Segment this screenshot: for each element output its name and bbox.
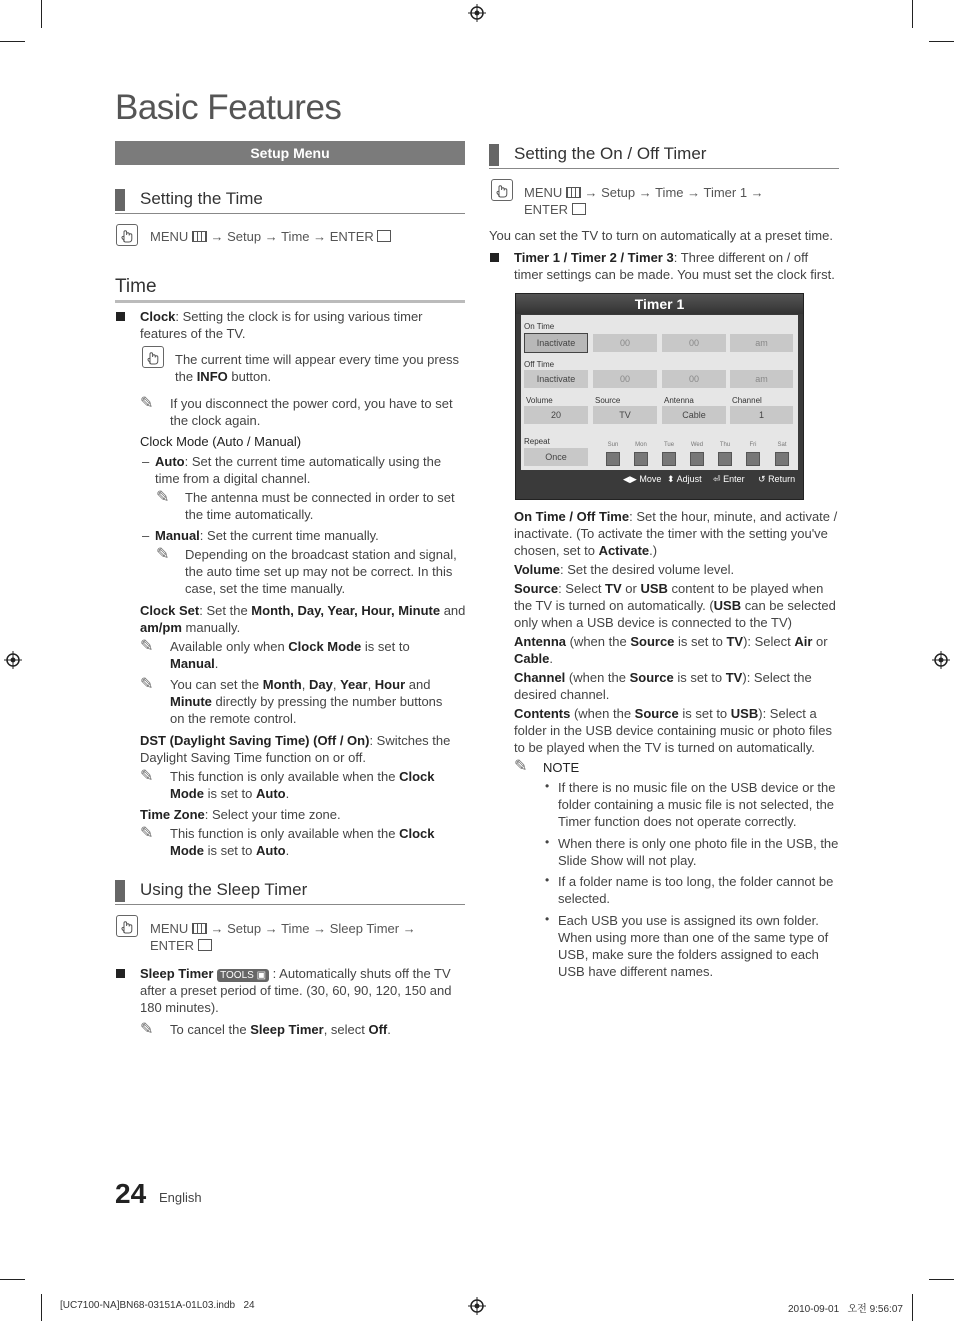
bullet-dot: • (545, 912, 550, 926)
bullet-square (490, 253, 499, 262)
on-time-activate-field[interactable]: Inactivate (524, 333, 588, 353)
on-time-ampm-field[interactable]: am (730, 334, 793, 352)
menu-icon (192, 923, 207, 934)
remote-hand-icon (116, 915, 138, 937)
crop-mark (0, 1279, 25, 1280)
enter-icon (377, 230, 391, 242)
note-label: NOTE (543, 760, 580, 775)
enter-icon (198, 939, 212, 951)
volume-label: Volume (526, 396, 553, 405)
off-time-label: Off Time (524, 360, 555, 369)
osd-footer-adjust: ⬍ Adjust (667, 474, 702, 484)
day-checkbox-tue[interactable] (662, 452, 676, 466)
menu-path: MENU → Setup → Time → Timer 1 → ENTER (524, 185, 764, 217)
menu-icon (566, 187, 581, 198)
off-time-activate-field[interactable]: Inactivate (524, 370, 588, 388)
note-pencil-icon: ✎ (140, 395, 154, 412)
note-current-time: The current time will appear every time you press the INFO button. (175, 352, 459, 384)
enter-icon: ⏎ (713, 474, 721, 484)
time-heading: Time (115, 276, 465, 303)
auto-paragraph: Auto: Set the current time automatically using the time from a digital channel. (155, 454, 442, 486)
day-label: Fri (749, 442, 757, 448)
volume-paragraph: Volume: Set the desired volume level. (514, 562, 735, 577)
day-checkbox-mon[interactable] (634, 452, 648, 466)
antenna-label: Antenna (664, 396, 694, 405)
remote-hand-icon (491, 179, 513, 201)
bullet-square (116, 969, 125, 978)
note-pencil-icon: ✎ (140, 1021, 154, 1038)
tools-badge: TOOLS ▣ (217, 969, 269, 982)
note-antenna: The antenna must be connected in order to set the time automatically. (185, 490, 455, 522)
timer-osd (515, 293, 804, 500)
repeat-label: Repeat (524, 437, 550, 446)
channel-field[interactable]: 1 (730, 406, 793, 424)
day-checkbox-wed[interactable] (690, 452, 704, 466)
source-paragraph: Source: Select TV or USB content to be played when the TV is turned on automatically. (USB can be selected only when a USB device is connected to the TV) (514, 581, 836, 630)
osd-footer-return: ↺ Return (758, 474, 796, 484)
dst-paragraph: DST (Daylight Saving Time) (Off / On): Switches the Daylight Saving Time function on or off. (140, 733, 451, 765)
page-title: Basic Features (115, 88, 342, 127)
clock-set-paragraph: Clock Set: Set the Month, Day, Year, Hour, Minute and am/pm manually. (140, 603, 466, 635)
manual-paragraph: Manual: Set the current time manually. (155, 528, 379, 543)
day-checkbox-fri[interactable] (746, 452, 760, 466)
note-item: When there is only one photo file in the USB, the Slide Show will not play. (558, 836, 839, 868)
off-time-ampm-field[interactable]: am (730, 370, 793, 388)
day-label: Sun (607, 442, 619, 448)
bullet-square (116, 312, 125, 321)
day-checkbox-sun[interactable] (606, 452, 620, 466)
osd-footer-move: ◀▶ Move (623, 474, 662, 484)
repeat-field[interactable]: Once (524, 448, 588, 466)
note-pencil-icon: ✎ (140, 676, 154, 693)
footer-file-info: [UC7100-NA]BN68-03151A-01L03.indb 24 (60, 1300, 255, 1311)
off-time-minute-field[interactable]: 00 (662, 370, 726, 388)
crop-mark (912, 1294, 913, 1321)
menu-path: MENU → Setup → Time → Sleep Timer → ENTER (150, 921, 416, 953)
contents-paragraph: Contents (when the Source is set to USB): Select a folder in the USB device containing music or photo files to be played when the TV is turned on automatically. (514, 706, 832, 755)
page-language: English (159, 1190, 202, 1205)
source-label: Source (595, 396, 621, 405)
note-available: Available only when Clock Mode is set to Manual. (170, 639, 410, 671)
crop-mark (41, 0, 42, 28)
page-number: 24 (115, 1178, 147, 1209)
enter-icon (572, 203, 586, 215)
note-item: If a folder name is too long, the folder cannot be selected. (558, 874, 834, 906)
on-time-minute-field[interactable]: 00 (662, 334, 726, 352)
remote-hand-icon (142, 346, 164, 368)
crop-mark (912, 0, 913, 28)
note-pencil-icon: ✎ (140, 638, 154, 655)
on-off-time-paragraph: On Time / Off Time: Set the hour, minute, and activate / inactivate. (To activate the timer with the setting you've chosen, set to Activate.) (514, 509, 838, 558)
clock-mode-title: Clock Mode (Auto / Manual) (140, 434, 302, 449)
osd-footer-enter: ⏎ Enter (713, 474, 745, 484)
move-icon: ◀▶ (623, 474, 637, 484)
source-field[interactable]: TV (593, 406, 657, 424)
adjust-icon: ⬍ (667, 474, 675, 484)
day-label: Tue (663, 442, 675, 448)
crop-mark (929, 1279, 954, 1280)
footer-date: 2010-09-01 오전 9:56:07 (788, 1304, 903, 1315)
note-disconnect: If you disconnect the power cord, you have to set the clock again. (170, 396, 453, 428)
menu-icon (192, 231, 207, 242)
remote-hand-icon (116, 224, 138, 246)
note-item: If there is no music file on the USB device or the folder containing a music file is not selected, the Timer function does not operate correctly. (558, 780, 836, 829)
bullet-dot: • (545, 779, 550, 793)
note-dst: This function is only available when the Clock Mode is set to Auto. (170, 769, 435, 801)
sleep-timer-paragraph: Sleep Timer TOOLS ▣ : Automatically shuts off the TV after a preset period of time. (30, 60, 90, 120, 150 and 180 minutes). (140, 966, 452, 1015)
crop-mark (41, 1294, 42, 1321)
note-item: Each USB you use is assigned its own folder. When using more than one of the same type of USB, make sure the folders assigned to each USB have different names. (558, 913, 829, 979)
antenna-field[interactable]: Cable (662, 406, 726, 424)
on-time-label: On Time (524, 322, 555, 331)
section-heading-sleep-timer: Using the Sleep Timer (115, 878, 465, 905)
day-label: Mon (635, 442, 647, 448)
crop-mark (929, 41, 954, 42)
return-icon: ↺ (758, 474, 766, 484)
time-zone-paragraph: Time Zone: Select your time zone. (140, 807, 341, 822)
note-pencil-icon: ✎ (140, 825, 154, 842)
timers-paragraph: Timer 1 / Timer 2 / Timer 3: Three different on / off timer settings can be made. You must set the clock first. (514, 250, 835, 282)
timer-osd-title: Timer 1 (516, 294, 803, 314)
menu-path: MENU → Setup → Time → ENTER (150, 228, 391, 245)
section-heading-on-off-timer: Setting the On / Off Timer (489, 142, 839, 169)
registration-mark-icon (4, 651, 22, 669)
bullet-dot: • (545, 873, 550, 887)
registration-mark-icon (932, 651, 950, 669)
day-label: Thu (719, 442, 731, 448)
crop-mark (0, 41, 25, 42)
dash: – (142, 454, 150, 469)
channel-paragraph: Channel (when the Source is set to TV): Select the desired channel. (514, 670, 812, 702)
off-time-hour-field[interactable]: 00 (593, 370, 657, 388)
timer-osd-body (521, 315, 798, 470)
timer-intro: You can set the TV to turn on automatically at a preset time. (489, 228, 833, 243)
note-pencil-icon: ✎ (514, 758, 528, 775)
channel-label: Channel (732, 396, 762, 405)
note-pencil-icon: ✎ (156, 546, 170, 563)
dash: – (142, 528, 150, 543)
volume-field[interactable]: 20 (524, 406, 588, 424)
note-time-zone: This function is only available when the Clock Mode is set to Auto. (170, 826, 435, 858)
antenna-paragraph: Antenna (when the Source is set to TV): Select Air or Cable. (514, 634, 828, 666)
day-checkbox-thu[interactable] (718, 452, 732, 466)
registration-mark-icon (468, 4, 486, 22)
note-pencil-icon: ✎ (156, 489, 170, 506)
day-label: Sat (777, 442, 787, 448)
clock-paragraph: Clock: Setting the clock is for using various timer features of the TV. (140, 309, 423, 341)
note-broadcast: Depending on the broadcast station and signal, the auto time set up may not be correct. In this case, set the time manually. (185, 547, 457, 596)
section-heading-setting-time: Setting the Time (115, 187, 465, 214)
note-cancel: To cancel the Sleep Timer, select Off. (170, 1022, 391, 1037)
registration-mark-icon (468, 1297, 486, 1315)
note-pencil-icon: ✎ (140, 768, 154, 785)
day-label: Wed (690, 442, 704, 448)
bullet-dot: • (545, 835, 550, 849)
setup-menu-bar: Setup Menu (115, 141, 465, 165)
note-month: You can set the Month, Day, Year, Hour and Minute directly by pressing the number buttons on the remote control. (170, 677, 443, 726)
on-time-hour-field[interactable]: 00 (593, 334, 657, 352)
day-checkbox-sat[interactable] (775, 452, 789, 466)
